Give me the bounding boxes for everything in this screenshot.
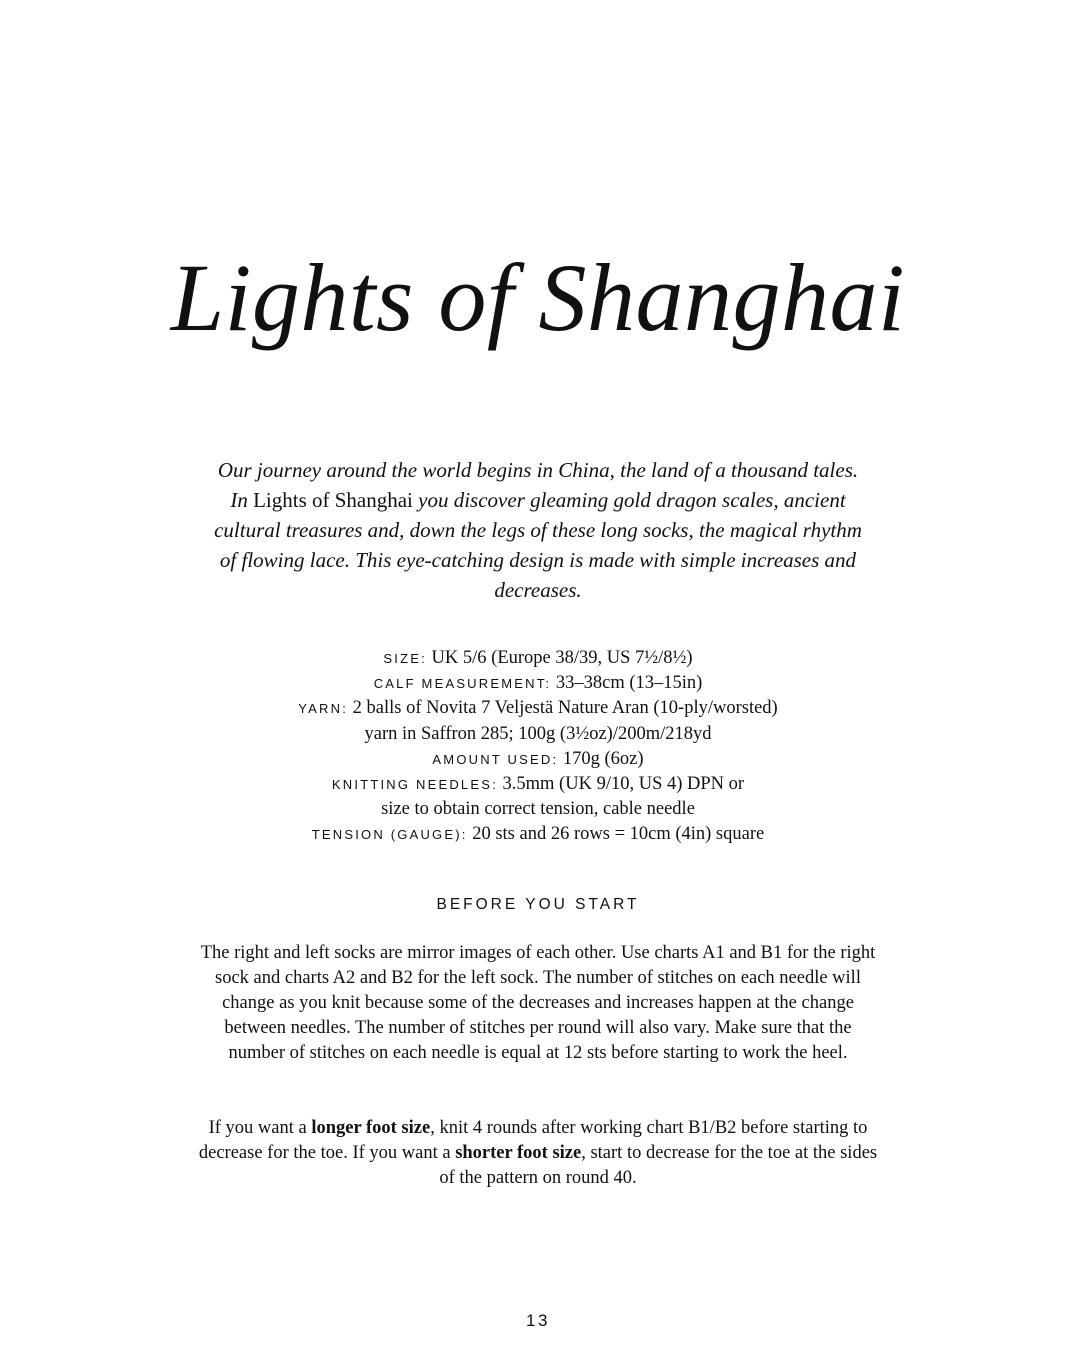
spec-tension — [178, 822, 898, 847]
spec-calf-measurement — [178, 671, 898, 696]
pattern-specifications — [178, 646, 898, 848]
body-text: If you want a — [208, 1118, 307, 1138]
body-text: , knit 4 rounds after working chart B1/B2 before starting to decrease for the toe. If you want a — [198, 1118, 868, 1163]
spec-label: AMOUNT USED: — [432, 751, 559, 767]
spec-label: CALF MEASUREMENT: — [373, 676, 552, 692]
body-text: , start to decrease for the toe at the sides of the pattern on round 40. — [439, 1143, 878, 1188]
spec-value: 2 balls of Novita 7 Veljestä Nature Aran (10-ply/worsted) — [352, 698, 778, 719]
spec-value: 20 sts and 26 rows = 10cm (4in) square — [472, 824, 765, 845]
body-paragraph-foot-size — [198, 1116, 878, 1191]
section-heading-before-you-start: BEFORE YOU START — [436, 896, 640, 913]
spec-value: 33–38cm (13–15in) — [555, 673, 703, 694]
spec-knitting-needles-continued — [178, 797, 898, 822]
spec-label: SIZE: — [383, 651, 427, 666]
intro-pattern-name: Lights of Shanghai — [253, 488, 413, 512]
spec-knitting-needles — [178, 772, 898, 797]
spec-label: KNITTING NEEDLES: — [331, 777, 498, 793]
emphasis-shorter-foot-size: shorter foot size — [455, 1143, 582, 1163]
spec-yarn — [178, 696, 898, 721]
page-number: 13 — [526, 1311, 550, 1330]
spec-value: size to obtain correct tension, cable needle — [381, 799, 695, 820]
spec-value: UK 5/6 (Europe 38/39, US 7½/8½) — [431, 648, 693, 668]
spec-amount-used — [178, 747, 898, 772]
spec-value: 170g (6oz) — [562, 748, 644, 769]
emphasis-longer-foot-size: longer foot size — [311, 1118, 431, 1138]
intro-text-part2: you discover gleaming gold dragon scales, ancient cultural treasures and, down the legs of these long socks, the magical rhythm of flowing lace. This eye-catching design is made with simple increases and decreases. — [214, 488, 862, 602]
body-paragraph: The right and left socks are mirror images of each other. Use charts A1 and B1 for the right sock and charts A2 and B2 for the left sock. The number of stitches on each needle will change as you knit because some of the decreases and increases happen at the change between needles. The number of stitches per round will also vary. Make sure that the number of stitches on each needle is equal at 12 sts before starting to work the heel. — [200, 943, 876, 1063]
spec-label: TENSION (GAUGE): — [311, 827, 468, 843]
spec-yarn-continued — [178, 722, 898, 747]
page-title: Lights of Shanghai — [170, 244, 906, 351]
intro-paragraph — [208, 455, 868, 605]
spec-size — [178, 646, 898, 671]
spec-value: yarn in Saffron 285; 100g (3½oz)/200m/218yd — [364, 723, 712, 744]
spec-label: YARN: — [298, 701, 349, 717]
spec-value: 3.5mm (UK 9/10, US 4) DPN or — [502, 774, 745, 795]
intro-text-part1: Our journey around the world begins in China, the land of a thousand tales. In — [217, 458, 859, 512]
